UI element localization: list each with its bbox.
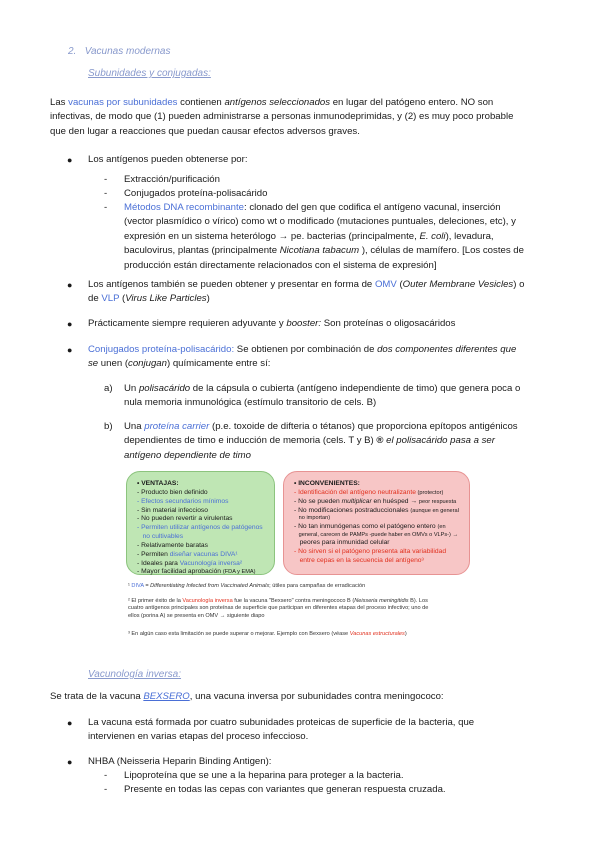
bullet-icon: ● bbox=[67, 718, 73, 728]
ventaja-item: no cultivables bbox=[137, 533, 184, 541]
sub-b-text: Una proteína carrier (p.e. toxoide de difteria o tétanos) que proporciona epítopos antigénicos dependientes de timo e inducción de memoria (cels. T y B) ® el polisacárido pasa a ser antígeno dependiente de timo bbox=[124, 421, 518, 461]
sub-a-label: a) bbox=[104, 383, 113, 394]
dash-conjugados: Conjugados proteína-polisacárido bbox=[124, 188, 268, 199]
section-title: Vacunas modernas bbox=[84, 46, 171, 57]
ventaja-item: - Mayor facilidad aprobación (FDA y EMA) bbox=[137, 568, 256, 576]
footnote-1: ¹ DIVA = Differentiating Infected from Vaccinated Animals; útiles para campañas de erradicación bbox=[128, 583, 366, 589]
sub-b-label: b) bbox=[104, 421, 113, 432]
dash-presente: Presente en todas las cepas con variantes que generan respuesta cruzada. bbox=[124, 784, 446, 795]
footnote-2: ² El primer éxito de la Vacunología inversa fue la vacuna "Bexsero" contra meningococo B (Neisseria meningitidis B). Los cuatro antígenos principales son proteínas de superficie que participan en diferentes etapas del proceso infectivo; uno de ellos (porina A) se presenta en OMV → siguiente diapo bbox=[128, 598, 429, 619]
dash-icon: - bbox=[104, 174, 108, 185]
dash-icon: - bbox=[104, 188, 108, 199]
inversa-heading: Vacunología inversa: bbox=[88, 669, 182, 680]
dash-icon: - bbox=[104, 770, 108, 781]
dash-icon: - bbox=[104, 202, 108, 213]
bullet-icon: ● bbox=[67, 319, 73, 329]
bullet-2-text: Los antígenos también se pueden obtener y presentar en forma de OMV (Outer Membrane Vesicles) o de VLP (Virus Like Particles) bbox=[88, 279, 525, 305]
inconveniente-item: - No tan inmunógenas como el patógeno entero (en bbox=[294, 522, 446, 530]
ventajas-box bbox=[126, 471, 275, 575]
inconvenientes-box bbox=[283, 471, 470, 575]
inconveniente-item: - No se pueden multiplicar en huésped → peor respuesta bbox=[294, 497, 457, 505]
inconveniente-item: - No modificaciones postraduccionales (aunque en general bbox=[294, 506, 459, 514]
ventaja-item: - Efectos secundarios mínimos bbox=[137, 497, 229, 505]
bullet-1-text: Los antígenos pueden obtenerse por: bbox=[88, 154, 248, 165]
ventaja-item: - Permiten utilizar antígenos de patógenos bbox=[137, 524, 263, 532]
ventaja-item: - No pueden revertir a virulentas bbox=[137, 515, 233, 523]
intro-line-3: que den lugar a reacciones que puedan causar efectos adversos graves. bbox=[50, 125, 360, 137]
bullet-3-text: Prácticamente siempre requieren adyuvante y booster: Son proteínas o oligosacáridos bbox=[88, 318, 456, 329]
inconvenientes-title: • INCONVENIENTES: bbox=[294, 480, 360, 487]
ventaja-item: - Producto bien definido bbox=[137, 488, 208, 496]
metodos-dna-link[interactable]: Métodos DNA recombinante bbox=[124, 202, 244, 213]
inversa-intro: Se trata de la vacuna BEXSERO, una vacuna inversa por subunidades contra meningococo: bbox=[50, 691, 444, 702]
bullet-5-text: La vacuna está formada por cuatro subunidades proteicas de superficie de la bacteria, que intervienen en varias etapas del proceso infeccioso. bbox=[88, 717, 475, 743]
sub-a-text: Un polisacárido de la cápsula o cubierta (antígeno independiente de timo) que genera poca o nula memoria inmunológica (estímulo transitorio de cels. B) bbox=[124, 383, 521, 409]
dash-lipoproteina: Lipoproteína que se une a la heparina para proteger a la bacteria. bbox=[124, 770, 404, 781]
dash-icon: - bbox=[104, 784, 108, 795]
ventaja-item: - Ideales para Vacunología inversa² bbox=[137, 559, 243, 567]
ventaja-item: - Relativamente baratas bbox=[137, 541, 208, 549]
bullet-icon: ● bbox=[67, 155, 73, 165]
inconveniente-item: peores para inmunidad celular bbox=[294, 538, 390, 546]
omv-link[interactable]: OMV bbox=[374, 279, 397, 290]
bullet-icon: ● bbox=[67, 280, 73, 290]
dash-metodos-dna: Métodos DNA recombinante: clonado del gen que codifica el antígeno vacunal, inserción (vector plasmídico o vírico) como wt o modificado (mutaciones puntuales, deleciones, etc), y expresión en un sistema heterólogo → pe. bacterias (principalmente, E. coli), levadura, baculovirus, plantas (principalmente Nicotiana tabacum ), células de mamífero. [Los costes de producción están directamente relacionados con el sistema de expresión] bbox=[124, 202, 524, 271]
inconveniente-item: general, carecen de PAMPs -puede haber en OMVs o VLPs-) → bbox=[294, 531, 459, 538]
bullet-6-text: NHBA (Neisseria Heparin Binding Antigen): bbox=[88, 756, 272, 767]
section-number: 2. bbox=[68, 46, 77, 57]
ventaja-item: - Sin material infeccioso bbox=[137, 506, 208, 514]
intro-line-1: Las vacunas por subunidades contienen antígenos seleccionados en lugar del patógeno entero. NO son bbox=[50, 97, 494, 108]
dash-extraccion: Extracción/purificación bbox=[124, 174, 220, 185]
subunidades-heading: Subunidades y conjugadas: bbox=[88, 68, 211, 79]
bexsero-link[interactable]: BEXSERO bbox=[143, 691, 190, 702]
vlp-link[interactable]: VLP bbox=[101, 293, 120, 305]
inconveniente-item: - Identificación del antígeno neutralizante (protector) bbox=[294, 488, 444, 496]
inconveniente-item: - No sirven si el patógeno presenta alta variabilidad bbox=[294, 547, 447, 555]
inconveniente-item: no importan) bbox=[294, 515, 331, 522]
footnote-3: ³ En algún caso esta limitación se puede superar o mejorar. Ejemplo con Bexsero (véase Vacunas estructurales) bbox=[128, 631, 407, 637]
ventaja-item: - Permiten diseñar vacunas DIVA¹ bbox=[137, 550, 238, 558]
ventajas-title: • VENTAJAS: bbox=[137, 480, 179, 487]
intro-line-2: infectivas, de modo que (1) pueden administrarse a personas inmunodeprimidas, y (2) es muy poco probable bbox=[50, 111, 514, 123]
vacunas-subunidades-link[interactable]: vacunas por subunidades bbox=[68, 97, 178, 108]
section-heading bbox=[68, 44, 170, 59]
bullet-icon: ● bbox=[67, 345, 73, 355]
bullet-4-text: Conjugados proteína-polisacárido: Se obtienen por combinación de dos componentes diferentes que se unen (conjugan) químicamente entre sí: bbox=[88, 344, 517, 370]
conjugados-link[interactable]: Conjugados proteína-polisacárido: bbox=[88, 344, 235, 355]
intro-paragraph bbox=[50, 96, 560, 139]
inconveniente-item: entre cepas en la secuencia del antígeno³ bbox=[294, 556, 424, 564]
bullet-icon: ● bbox=[67, 757, 73, 767]
